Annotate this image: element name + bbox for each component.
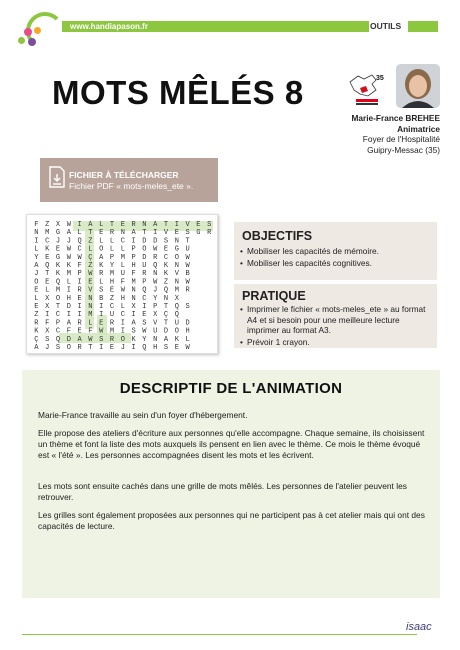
grid-letter: Q	[174, 303, 179, 311]
grid-letter: L	[99, 221, 104, 229]
description-paragraph: Marie-France travaille au sein d'un foyer d'hébergement.	[38, 410, 248, 420]
grid-letter: R	[153, 253, 158, 262]
grid-letter: O	[120, 335, 125, 344]
grid-letter: E	[45, 253, 50, 262]
grid-letter: C	[77, 245, 82, 254]
grid-letter: M	[55, 286, 61, 295]
grid-letter: L	[109, 237, 115, 246]
region-number: 35	[376, 75, 384, 82]
grid-letter: O	[34, 278, 39, 287]
grid-letter: S	[131, 327, 136, 336]
grid-letter: O	[174, 327, 179, 336]
grid-letter: G	[55, 229, 61, 238]
grid-letter: C	[109, 303, 115, 311]
grid-letter: X	[174, 294, 179, 303]
grid-letter: I	[99, 311, 104, 320]
grid-letter: O	[142, 245, 147, 254]
grid-letter: P	[131, 245, 136, 254]
pratique-title: PRATIQUE	[242, 289, 306, 303]
grid-letter: N	[131, 286, 136, 295]
grid-letter: R	[131, 221, 136, 229]
grid-letter: A	[131, 319, 136, 328]
grid-letter: D	[163, 327, 169, 336]
grid-letter: R	[77, 286, 82, 295]
grid-letter: S	[163, 237, 169, 246]
grid-letter: D	[153, 237, 158, 246]
grid-letter: F	[66, 327, 71, 336]
word-search-grid	[27, 215, 217, 353]
grid-letter: N	[34, 229, 39, 238]
grid-letter: J	[45, 344, 50, 352]
grid-letter: T	[88, 344, 93, 352]
grid-letter: Y	[142, 335, 147, 344]
grid-letter: I	[131, 237, 136, 246]
grid-letter: N	[174, 262, 179, 270]
grid-letter: L	[99, 278, 104, 287]
grid-letter: O	[55, 294, 61, 303]
grid-letter: A	[34, 344, 39, 352]
grid-letter: A	[88, 221, 93, 229]
grid-letter: J	[66, 237, 71, 246]
grid-letter: W	[88, 335, 93, 344]
grid-letter: O	[66, 344, 71, 352]
grid-letter: A	[77, 335, 82, 344]
grid-letter: E	[88, 278, 93, 287]
grid-letter: C	[55, 327, 61, 336]
grid-letter: I	[66, 286, 71, 295]
grid-letter: E	[120, 221, 125, 229]
author-role: Animatrice	[397, 123, 440, 134]
grid-letter: C	[163, 253, 169, 262]
grid-letter: L	[77, 229, 82, 238]
grid-letter: Ç	[88, 253, 93, 262]
grid-letter: T	[45, 270, 50, 279]
grid-letter: I	[77, 311, 82, 320]
grid-letter: H	[109, 278, 115, 287]
grid-letter: P	[153, 303, 158, 311]
grid-letter: S	[207, 221, 212, 229]
grid-letter: I	[66, 311, 71, 320]
grid-letter: Z	[109, 294, 115, 303]
grid-letter: L	[88, 319, 93, 328]
grid-letter: C	[55, 311, 61, 320]
author-photo	[396, 64, 440, 108]
grid-letter: R	[109, 319, 115, 328]
grid-letter: I	[77, 221, 82, 229]
list-item: • Imprimer le fichier « mots-meles_ete » au format A4 et si besoin pour une meilleure lecture imprimer au format A3.	[240, 304, 431, 336]
grid-letter: M	[120, 253, 125, 262]
grid-letter: R	[185, 286, 190, 295]
grid-letter: M	[88, 311, 93, 320]
objectifs-panel	[234, 222, 437, 280]
grid-letter: K	[55, 270, 61, 279]
grid-letter: A	[163, 335, 169, 344]
author-name: Marie-France BREHEE	[351, 113, 440, 123]
grid-letter: L	[120, 303, 125, 311]
grid-letter: X	[45, 303, 50, 311]
grid-letter: K	[163, 270, 169, 279]
grid-letter: U	[120, 270, 125, 279]
grid-letter: I	[77, 278, 82, 287]
grid-letter: R	[77, 344, 82, 352]
grid-letter: P	[55, 319, 61, 328]
grid-letter: K	[174, 335, 179, 344]
grid-letter: D	[142, 253, 147, 262]
grid-letter: W	[120, 286, 125, 295]
grid-letter: J	[34, 270, 39, 279]
grid-letter: Q	[77, 237, 82, 246]
grid-letter: H	[131, 262, 136, 270]
grid-letter: H	[153, 344, 158, 352]
grid-letter: W	[153, 278, 158, 287]
grid-letter: I	[142, 303, 147, 311]
grid-letter: R	[77, 319, 82, 328]
grid-letter: Q	[45, 262, 50, 270]
grid-letter: I	[174, 221, 179, 229]
footer-line	[22, 634, 417, 635]
section-label: OUTILS	[370, 21, 402, 31]
grid-letter: L	[66, 278, 71, 287]
description-paragraph: Les grilles sont également proposées aux personnes qui ne participent pas à cet atelier mais qui ont des capacités de lecture.	[38, 510, 425, 531]
grid-letter: Q	[55, 278, 61, 287]
grid-letter: Y	[153, 294, 158, 303]
grid-letter: E	[99, 229, 104, 238]
grid-letter: L	[45, 286, 50, 295]
grid-letter: F	[131, 270, 136, 279]
grid-letter: S	[142, 319, 147, 328]
grid-letter: S	[55, 344, 61, 352]
grid-letter: N	[131, 294, 136, 303]
grid-letter: U	[174, 319, 179, 328]
grid-letter: W	[77, 253, 82, 262]
grid-letter: X	[153, 311, 158, 320]
grid-letter: M	[109, 327, 115, 336]
grid-letter: M	[109, 270, 115, 279]
grid-letter: N	[163, 294, 169, 303]
grid-letter: E	[163, 245, 169, 254]
grid-letter: F	[34, 221, 39, 229]
grid-letter: L	[34, 245, 39, 254]
grid-letter: J	[55, 237, 61, 246]
grid-letter: B	[185, 270, 190, 279]
grid-letter: C	[142, 294, 147, 303]
grid-letter: G	[55, 253, 61, 262]
grid-letter: S	[99, 335, 104, 344]
grid-letter: A	[34, 262, 39, 270]
grid-letter: X	[131, 303, 136, 311]
grid-letter: K	[34, 327, 39, 336]
grid-letter: I	[131, 311, 136, 320]
grid-letter: A	[131, 229, 136, 238]
grid-letter: G	[196, 229, 201, 238]
grid-letter: E	[77, 327, 82, 336]
download-file-link[interactable]: Fichier PDF « mots-meles_ete ».	[69, 181, 194, 191]
grid-letter: N	[88, 303, 93, 311]
grid-letter: L	[120, 262, 125, 270]
grid-letter: Q	[55, 335, 61, 344]
grid-letter: A	[99, 253, 104, 262]
grid-letter: Z	[163, 278, 169, 287]
grid-letter: V	[163, 229, 169, 238]
grid-letter: Q	[142, 286, 147, 295]
grid-letter: U	[153, 327, 158, 336]
grid-letter: E	[174, 229, 179, 238]
grid-letter: Y	[34, 253, 39, 262]
grid-letter: X	[45, 294, 50, 303]
pratique-panel	[234, 284, 437, 348]
grid-letter: Q	[174, 311, 179, 320]
list-item: • Mobiliser les capacités cognitives.	[240, 258, 431, 269]
grid-letter: T	[163, 221, 169, 229]
grid-letter: E	[109, 344, 115, 352]
grid-letter: H	[185, 327, 190, 336]
grid-letter: L	[34, 294, 39, 303]
grid-letter: K	[131, 335, 136, 344]
grid-letter: T	[185, 237, 190, 246]
grid-letter: N	[153, 335, 158, 344]
grid-letter: Q	[153, 262, 158, 270]
grid-letter: F	[45, 319, 50, 328]
grid-letter: G	[174, 245, 179, 254]
grid-letter: T	[163, 303, 169, 311]
description-paragraph: Elle propose des ateliers d'écriture aux personnes qu'elle accompagne. Chaque semaine, ils choisissent un thème et font la liste des mots auxquels ils pensent en lien avec le thème. Ce mois le thème évoqué est « l'été ». Les personnes accompagnées disent les mots et les écrivent.	[38, 428, 425, 460]
grid-letter: S	[185, 303, 190, 311]
grid-letter: W	[185, 262, 190, 270]
grid-letter: H	[120, 294, 125, 303]
region-logo	[346, 66, 390, 110]
grid-letter: R	[99, 270, 104, 279]
grid-letter: Z	[45, 221, 50, 229]
grid-letter: E	[55, 245, 61, 254]
grid-letter: W	[153, 245, 158, 254]
grid-letter: K	[99, 262, 104, 270]
grid-letter: P	[131, 253, 136, 262]
grid-letter: W	[185, 253, 190, 262]
grid-letter: I	[77, 303, 82, 311]
pratique-list	[240, 304, 431, 348]
grid-letter: F	[88, 327, 93, 336]
grid-letter: Z	[88, 262, 93, 270]
grid-letter: K	[163, 262, 169, 270]
grid-letter: N	[153, 270, 158, 279]
grid-letter: C	[120, 311, 125, 320]
author-org: Foyer de l'Hospitalité	[362, 134, 440, 144]
grid-letter: L	[88, 245, 93, 254]
grid-letter: V	[185, 221, 190, 229]
grid-letter: E	[77, 294, 82, 303]
grid-letter: E	[174, 344, 179, 352]
objectifs-list	[240, 246, 431, 269]
grid-letter: Y	[109, 262, 115, 270]
grid-letter: W	[185, 278, 190, 287]
grid-letter: O	[99, 245, 104, 254]
grid-letter: S	[99, 286, 104, 295]
grid-letter: Ç	[163, 311, 169, 320]
grid-letter: W	[142, 327, 147, 336]
grid-letter: W	[66, 221, 71, 229]
description-panel	[22, 370, 440, 598]
grid-letter: J	[120, 344, 125, 352]
grid-letter: B	[99, 294, 104, 303]
grid-letter: I	[34, 237, 39, 246]
grid-letter: I	[99, 344, 104, 352]
grid-letter: O	[174, 253, 179, 262]
grid-letter: E	[196, 221, 201, 229]
grid-letter: L	[109, 245, 115, 254]
grid-letter: V	[88, 286, 93, 295]
grid-letter: A	[66, 229, 71, 238]
grid-letter: L	[185, 335, 190, 344]
grid-letter: K	[55, 262, 61, 270]
grid-letter: S	[45, 335, 50, 344]
grid-letter: V	[153, 319, 158, 328]
grid-letter: W	[66, 253, 71, 262]
grid-letter: L	[99, 237, 104, 246]
grid-letter: D	[185, 319, 190, 328]
grid-letter: E	[34, 303, 39, 311]
grid-letter: U	[109, 311, 115, 320]
grid-letter: N	[142, 221, 147, 229]
grid-letter: R	[109, 335, 115, 344]
author-place: Guipry-Messac (35)	[367, 144, 440, 155]
section-bar	[408, 21, 438, 32]
grid-letter: F	[120, 278, 125, 287]
grid-letter: W	[99, 327, 104, 336]
grid-letter: V	[174, 270, 179, 279]
page-title: MOTS MÊLÉS 8	[52, 74, 304, 111]
grid-letter: E	[34, 286, 39, 295]
grid-letter: W	[185, 344, 190, 352]
grid-letter: M	[45, 229, 50, 238]
grid-letter: W	[88, 270, 93, 279]
grid-letter: D	[66, 335, 71, 344]
grid-letter: D	[142, 237, 147, 246]
grid-letter: X	[45, 327, 50, 336]
grid-letter: T	[88, 229, 93, 238]
grid-letter: E	[109, 286, 115, 295]
grid-letter: F	[77, 262, 82, 270]
grid-letter: K	[66, 262, 71, 270]
author-info	[351, 113, 440, 155]
grid-letter: C	[120, 237, 125, 246]
grid-letter: Z	[34, 311, 39, 320]
grid-letter: S	[163, 344, 169, 352]
grid-letter: T	[163, 319, 169, 328]
grid-letter: T	[55, 303, 61, 311]
grid-letter: M	[131, 278, 136, 287]
grid-letter: M	[66, 270, 71, 279]
grid-letter: I	[153, 229, 158, 238]
grid-letter: U	[185, 245, 190, 254]
grid-letter: I	[120, 327, 125, 336]
grid-letter: U	[142, 262, 147, 270]
handiapason-logo	[14, 10, 60, 52]
grid-letter: N	[120, 229, 125, 238]
grid-letter: E	[142, 311, 147, 320]
grid-letter: I	[45, 311, 50, 320]
grid-letter: P	[142, 278, 147, 287]
grid-letter: T	[142, 229, 147, 238]
list-item: • Mobiliser les capacités de mémoire.	[240, 246, 431, 257]
grid-letter: I	[131, 344, 136, 352]
grid-letter: R	[34, 319, 39, 328]
grid-letter: Z	[88, 237, 93, 246]
grid-letter: Q	[142, 344, 147, 352]
grid-letter: W	[66, 245, 71, 254]
grid-letter: C	[45, 237, 50, 246]
grid-letter: T	[109, 221, 115, 229]
grid-letter: N	[174, 237, 179, 246]
download-title: FICHIER À TÉLÉCHARGER	[69, 170, 179, 180]
grid-letter: P	[77, 270, 82, 279]
grid-letter: L	[120, 245, 125, 254]
grid-letter: R	[207, 229, 212, 238]
grid-letter: X	[55, 221, 61, 229]
word-search-preview	[26, 214, 218, 354]
grid-letter: Q	[163, 286, 169, 295]
site-url[interactable]: www.handiapason.fr	[70, 22, 148, 31]
grid-letter: R	[142, 270, 147, 279]
grid-letter: M	[174, 286, 179, 295]
grid-letter: I	[120, 319, 125, 328]
description-title: DESCRIPTIF DE L'ANIMATION	[119, 380, 343, 397]
list-item: • Prévoir 1 crayon.	[240, 337, 431, 348]
description-paragraph: Les mots sont ensuite cachés dans une grille de mots mêlés. Les personnes de l'atelier peuvent les retrouver.	[38, 481, 407, 502]
isaac-logo: isaac	[406, 621, 432, 633]
grid-letter: N	[88, 294, 93, 303]
grid-letter: D	[66, 303, 71, 311]
grid-letter: I	[99, 303, 104, 311]
grid-letter: S	[185, 229, 190, 238]
grid-letter: A	[153, 221, 158, 229]
grid-letter: R	[109, 229, 115, 238]
grid-letter: N	[174, 278, 179, 287]
grid-letter: H	[66, 294, 71, 303]
grid-letter: J	[153, 286, 158, 295]
grid-letter: P	[109, 253, 115, 262]
grid-letter: Ç	[34, 335, 39, 344]
grid-letter: E	[45, 278, 50, 287]
objectifs-title: OBJECTIFS	[242, 229, 313, 243]
grid-letter: K	[45, 245, 50, 254]
grid-letter: E	[99, 319, 104, 328]
grid-letter: A	[66, 319, 71, 328]
